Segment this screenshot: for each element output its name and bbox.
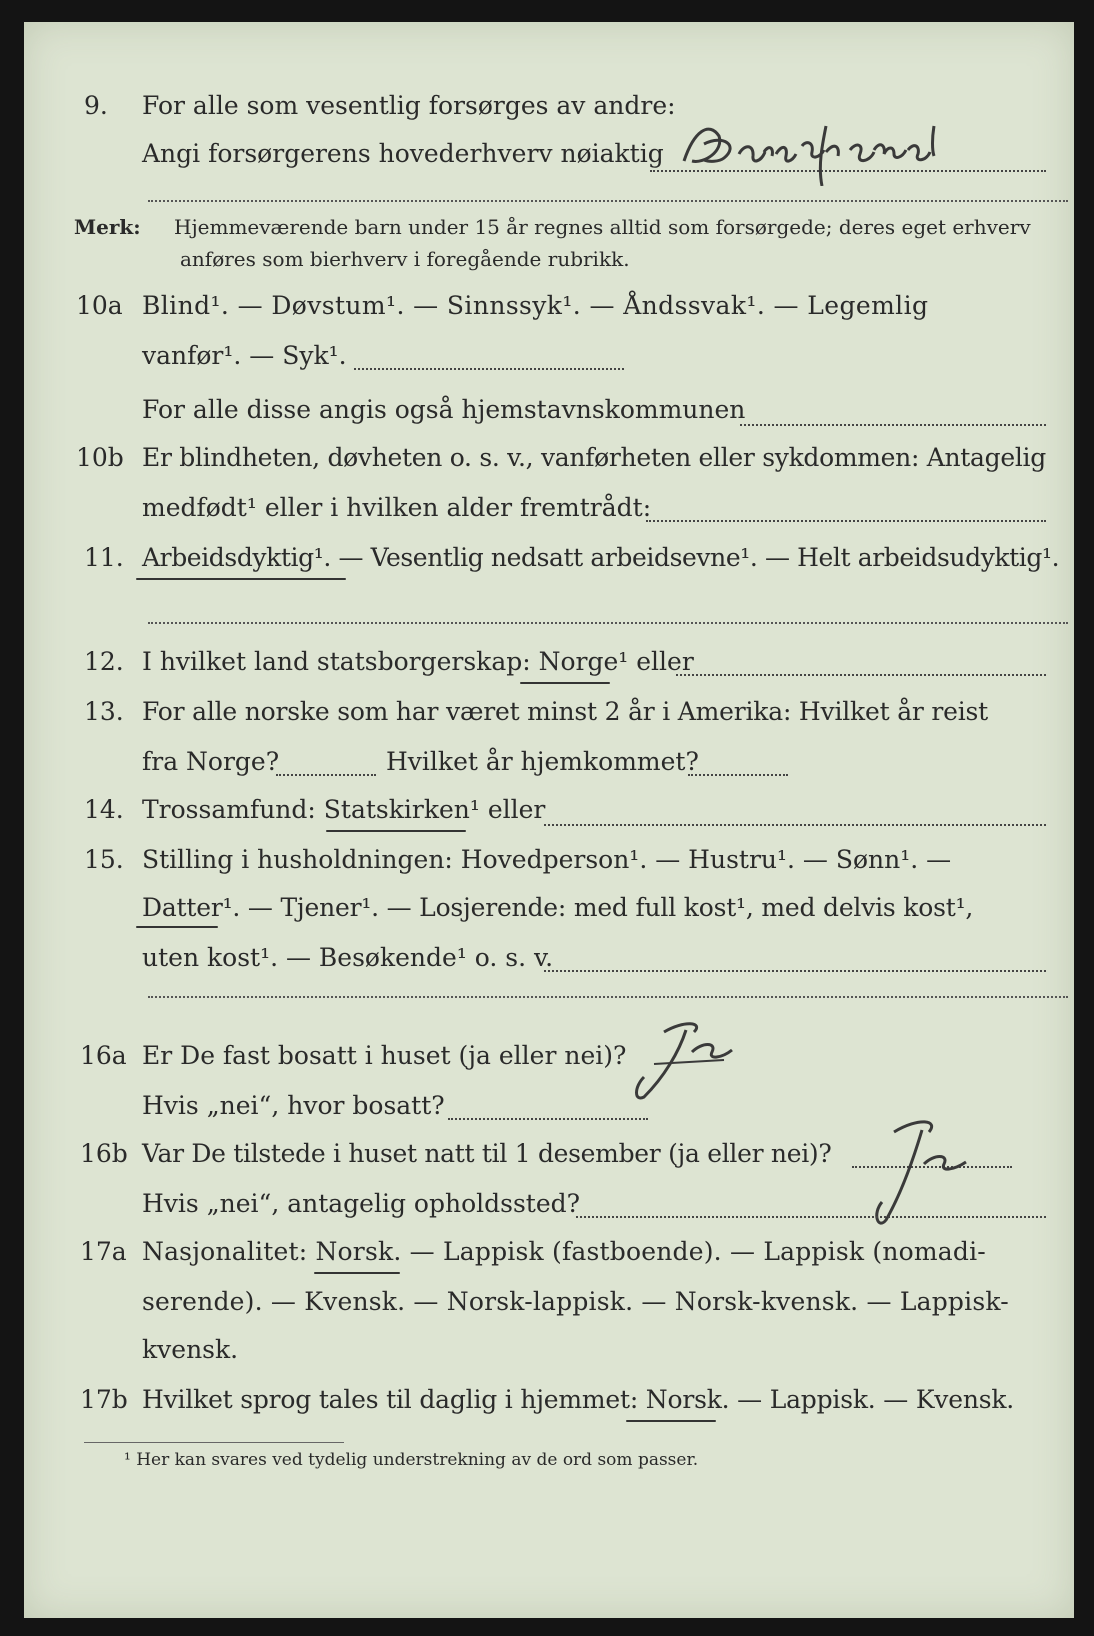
answer-line <box>448 1118 648 1120</box>
question-text: Er De fast bosatt i huset (ja eller nei)? <box>142 1041 627 1070</box>
underline-mark-arbeidsdyktig <box>136 578 346 580</box>
question-17a-line3 <box>24 1330 1074 1370</box>
question-text: Hvis „nei“, hvor bosatt? <box>142 1091 445 1120</box>
question-13 <box>24 692 1074 732</box>
question-number: 16b <box>80 1139 128 1168</box>
question-11 <box>24 538 1074 578</box>
divider <box>148 622 1068 624</box>
question-10b-line2 <box>24 488 1074 528</box>
answer-line <box>354 368 624 370</box>
underline-mark-norsk <box>314 1272 400 1274</box>
underline-mark-statskirken <box>326 830 466 832</box>
question-14 <box>24 790 1074 830</box>
underline-mark-norge <box>520 682 610 684</box>
question-13-line2 <box>24 742 1074 782</box>
question-15-line2 <box>24 888 1074 928</box>
question-text: For alle som vesentlig forsørges av andre: <box>142 91 676 120</box>
question-text: uten kost¹. — Besøkende¹ o. s. v. <box>142 943 554 972</box>
question-text: I hvilket land statsborgerskap: Norge¹ eller <box>142 647 694 676</box>
answer-line <box>276 774 376 776</box>
question-text: Hvis „nei“, antagelig opholdssted? <box>142 1189 581 1218</box>
question-16b-line2 <box>24 1184 1074 1224</box>
question-number: 10b <box>76 443 124 472</box>
question-text: Nasjonalitet: Norsk. — Lappisk (fastboende). — Lappisk (nomadi- <box>142 1237 986 1266</box>
census-form-page <box>24 22 1074 1618</box>
handwritten-answer-9 <box>664 106 1064 186</box>
question-text: Trossamfund: Statskirken¹ eller <box>142 795 546 824</box>
underline-mark-norsk-sprog <box>626 1420 716 1422</box>
question-number: 15. <box>84 845 124 874</box>
question-10a-line2 <box>24 336 1074 376</box>
question-text: Datter¹. — Tjener¹. — Losjerende: med full kost¹, med delvis kost¹, <box>142 893 974 922</box>
question-text: vanfør¹. — Syk¹. <box>142 341 347 370</box>
question-text: For alle norske som har været minst 2 år i Amerika: Hvilket år reist <box>142 697 989 726</box>
answer-line <box>576 1216 1046 1218</box>
footnote-divider <box>84 1442 344 1443</box>
question-text: For alle disse angis også hjemstavnskommunen <box>142 395 746 424</box>
question-number: 11. <box>84 543 124 572</box>
question-text: Stilling i husholdningen: Hovedperson¹. — Hustru¹. — Sønn¹. — <box>142 845 952 874</box>
question-16a <box>24 1036 1074 1076</box>
note-text-line1: Hjemmeværende barn under 15 år regnes alltid som forsørgede; deres eget erhverv <box>174 215 1031 239</box>
footnote: ¹ Her kan svares ved tydelig understrekning av de ord som passer. <box>124 1450 699 1470</box>
question-number: 9. <box>84 91 108 120</box>
question-text: Hvilket sprog tales til daglig i hjemmet: Norsk. — Lappisk. — Kvensk. <box>142 1385 1015 1414</box>
divider <box>148 200 1068 202</box>
question-text: Angi forsørgerens hovederhverv nøiaktig <box>142 139 664 168</box>
question-10a <box>24 286 1074 326</box>
question-17a <box>24 1232 1074 1272</box>
question-number: 10a <box>76 291 123 320</box>
question-number: 13. <box>84 697 124 726</box>
question-17b <box>24 1380 1074 1420</box>
question-10b <box>24 438 1074 478</box>
question-text: Arbeidsdyktig¹. — Vesentlig nedsatt arbeidsevne¹. — Helt arbeidsudyktig¹. <box>142 543 1060 572</box>
answer-line <box>544 824 1046 826</box>
question-15 <box>24 840 1074 880</box>
question-15-line3 <box>24 938 1074 978</box>
note-label: Merk: <box>74 215 141 239</box>
question-number: 14. <box>84 795 124 824</box>
question-text: Er blindheten, døvheten o. s. v., vanførheten eller sykdommen: Antagelig <box>142 443 1046 472</box>
question-text: fra Norge? <box>142 747 280 776</box>
note-text-line2: anføres som bierhverv i foregående rubrikk. <box>180 247 630 271</box>
question-number: 17b <box>80 1385 128 1414</box>
question-text: Blind¹. — Døvstum¹. — Sinnssyk¹. — Åndssvak¹. — Legemlig <box>142 291 929 320</box>
question-text: serende). — Kvensk. — Norsk-lappisk. — Norsk-kvensk. — Lappisk- <box>142 1287 1009 1316</box>
question-number: 12. <box>84 647 124 676</box>
question-12 <box>24 642 1074 682</box>
question-text: Hvilket år hjemkommet? <box>386 747 699 776</box>
divider <box>148 996 1068 998</box>
question-10a-line3 <box>24 390 1074 430</box>
answer-line <box>740 424 1046 426</box>
question-number: 16a <box>80 1041 127 1070</box>
underline-mark-datter <box>136 926 218 928</box>
question-number: 17a <box>80 1237 127 1266</box>
answer-line <box>688 774 788 776</box>
question-text: Var De tilstede i huset natt til 1 desember (ja eller nei)? <box>142 1139 832 1168</box>
question-text: medfødt¹ eller i hvilken alder fremtrådt: <box>142 493 652 522</box>
question-17a-line2 <box>24 1282 1074 1322</box>
question-text: kvensk. <box>142 1335 239 1364</box>
answer-line <box>544 970 1046 972</box>
answer-line <box>676 674 1046 676</box>
answer-line <box>646 520 1046 522</box>
